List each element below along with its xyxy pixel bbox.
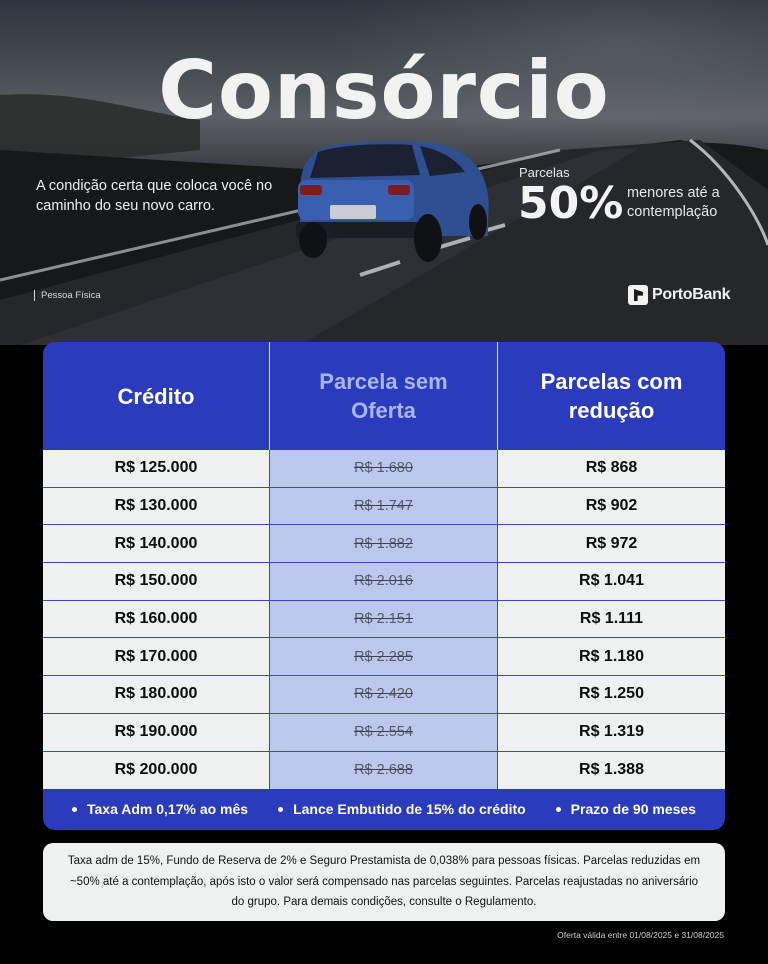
table-row	[43, 752, 725, 790]
old-installment-cell: R$ 2.285	[270, 638, 498, 675]
portobank-logo-icon	[628, 285, 648, 305]
bullet-icon	[278, 807, 283, 812]
header-parcelas-com-reducao: Parcelas com redução	[540, 369, 683, 423]
credit-cell: R$ 160.000	[43, 601, 270, 638]
credit-cell: R$ 170.000	[43, 638, 270, 675]
table-row	[43, 676, 725, 714]
table-row	[43, 601, 725, 639]
bullet-icon	[556, 807, 561, 812]
old-installment-cell: R$ 1.680	[270, 450, 498, 487]
promo-percentage: 50%	[518, 178, 624, 229]
bullet-icon	[72, 807, 77, 812]
footer-item-taxa: Taxa Adm 0,17% ao mês	[72, 801, 248, 817]
credit-cell: R$ 150.000	[43, 563, 270, 600]
new-installment-cell: R$ 1.319	[498, 714, 725, 751]
credit-cell: R$ 125.000	[43, 450, 270, 487]
credit-cell: R$ 180.000	[43, 676, 270, 713]
new-installment-cell: R$ 1.388	[498, 752, 725, 790]
new-installment-cell: R$ 1.041	[498, 563, 725, 600]
table-row	[43, 638, 725, 676]
table-header	[43, 342, 725, 450]
pricing-table	[43, 342, 725, 830]
credit-cell: R$ 200.000	[43, 752, 270, 790]
table-row	[43, 563, 725, 601]
hero-banner	[0, 0, 768, 345]
tagline: A condição certa que coloca você no caminho do seu novo carro.	[36, 178, 273, 214]
header-credit: Crédito	[43, 342, 270, 450]
table-body	[43, 450, 725, 789]
promo-description: menores até a contemplação	[627, 185, 720, 220]
brand-logo	[628, 285, 730, 305]
table-row	[43, 450, 725, 488]
new-installment-cell: R$ 902	[498, 488, 725, 525]
new-installment-cell: R$ 1.111	[498, 601, 725, 638]
new-installment-cell: R$ 1.180	[498, 638, 725, 675]
old-installment-cell: R$ 2.554	[270, 714, 498, 751]
table-footer	[43, 788, 725, 830]
table-row	[43, 488, 725, 526]
new-installment-cell: R$ 1.250	[498, 676, 725, 713]
old-installment-cell: R$ 2.688	[270, 752, 498, 790]
header-parcela-sem-oferta: Parcela sem Oferta	[270, 342, 498, 450]
credit-cell: R$ 190.000	[43, 714, 270, 751]
new-installment-cell: R$ 868	[498, 450, 725, 487]
old-installment-cell: R$ 1.747	[270, 488, 498, 525]
new-installment-cell: R$ 972	[498, 525, 725, 562]
old-installment-cell: R$ 1.882	[270, 525, 498, 562]
promo-label: Parcelas	[519, 165, 570, 180]
terms-notes: Taxa adm de 15%, Fundo de Reserva de 2% e Seguro Prestamista de 0,038% para pessoas físicas. Parcelas reduzidas em ~50% até a contemplação, após isto o valor será compensado nas parcelas seguintes. Parcelas reajustadas no aniversário do grupo. Para demais condições, consulte o Regulamento.	[43, 843, 725, 921]
page-title: Consórcio	[158, 44, 610, 137]
old-installment-cell: R$ 2.016	[270, 563, 498, 600]
old-installment-cell: R$ 2.151	[270, 601, 498, 638]
credit-cell: R$ 140.000	[43, 525, 270, 562]
offer-validity: Oferta válida entre 01/08/2025 e 31/08/2025	[557, 930, 724, 940]
brand-name: PortoBank	[652, 286, 731, 303]
old-installment-cell: R$ 2.420	[270, 676, 498, 713]
footer-item-prazo: Prazo de 90 meses	[556, 801, 696, 817]
credit-cell: R$ 130.000	[43, 488, 270, 525]
footer-item-lance: Lance Embutido de 15% do crédito	[278, 801, 526, 817]
table-row	[43, 525, 725, 563]
table-row	[43, 714, 725, 752]
segment-label: Pessoa Física	[34, 290, 101, 301]
